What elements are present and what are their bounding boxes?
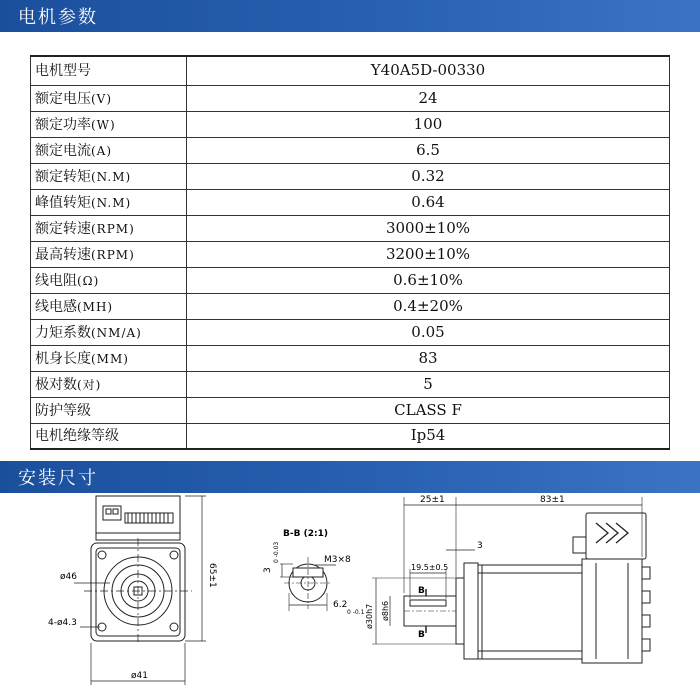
spec-row — [31, 345, 670, 371]
spec-name: 额定转速 — [35, 220, 91, 237]
spec-value: 5 — [187, 371, 670, 397]
dim-key-v-tol: 0 -0.03 — [273, 541, 280, 563]
spec-row — [31, 293, 670, 319]
spec-name: 电机型号 — [35, 63, 91, 80]
side-view — [372, 497, 650, 663]
dim-shaft-dia-label: ø8h6 — [381, 600, 390, 621]
spec-unit: (RPM) — [91, 247, 135, 262]
dim-height-label: 65±1 — [207, 563, 217, 588]
section-header-motor-params — [0, 0, 700, 32]
spec-value: 0.64 — [187, 189, 670, 215]
dim-shaft-label: 25±1 — [420, 495, 445, 505]
spec-name: 额定转矩 — [35, 168, 91, 185]
dim-width-label: ø41 — [131, 671, 148, 681]
spec-value: CLASS F — [187, 397, 670, 423]
dim-circle-label: ø46 — [60, 572, 77, 582]
spec-unit: (W) — [91, 117, 116, 132]
section-header-mounting-dims — [0, 461, 700, 493]
spec-value: 0.05 — [187, 319, 670, 345]
spec-value: 6.5 — [187, 137, 670, 163]
section-mark-top: B — [418, 586, 425, 596]
spec-row — [31, 319, 670, 345]
section-title-label: B-B (2:1) — [283, 529, 328, 539]
spec-table — [30, 55, 670, 450]
spec-row — [31, 215, 670, 241]
spec-row — [31, 241, 670, 267]
spec-name: 额定功率 — [35, 116, 91, 133]
spec-name-cell — [31, 85, 187, 111]
spec-value: 100 — [187, 111, 670, 137]
spec-unit: (NM/A) — [91, 325, 142, 340]
spec-unit: (RPM) — [91, 221, 135, 236]
spec-unit: (MH) — [77, 299, 114, 314]
thread-label: M3×8 — [324, 555, 351, 565]
section-title: 安装尺寸 — [18, 468, 98, 489]
section-view — [280, 557, 336, 611]
spec-name: 额定电压 — [35, 90, 91, 107]
spec-name-cell — [31, 137, 187, 163]
spec-name-cell — [31, 241, 187, 267]
spec-value: Ip54 — [187, 423, 670, 449]
spec-row — [31, 111, 670, 137]
motor-body — [478, 565, 582, 659]
spec-name-cell — [31, 56, 187, 85]
spec-name: 最高转速 — [35, 246, 91, 263]
spec-name: 机身长度 — [35, 350, 91, 367]
spec-unit: (V) — [91, 91, 113, 106]
spec-name: 防护等级 — [35, 402, 91, 419]
spec-name-cell — [31, 397, 187, 423]
spec-name-cell — [31, 189, 187, 215]
front-view — [74, 496, 206, 685]
spec-name: 力矩系数 — [35, 324, 91, 341]
spec-value: 0.6±10% — [187, 267, 670, 293]
spec-value: 0.32 — [187, 163, 670, 189]
spec-name-cell — [31, 111, 187, 137]
spec-unit: (Ω) — [77, 273, 100, 288]
spec-name-cell — [31, 215, 187, 241]
dim-key-v-label: 3 — [263, 567, 273, 573]
spec-name: 峰值转矩 — [35, 194, 91, 211]
dim-body-label: 83±1 — [540, 495, 565, 505]
spec-unit: (MM) — [91, 351, 129, 366]
dim-key-len-label: 19.5±0.5 — [411, 563, 449, 572]
spec-name-cell — [31, 267, 187, 293]
dim-flange-label: ø30h7 — [365, 603, 374, 629]
spec-value: 83 — [187, 345, 670, 371]
spec-row — [31, 137, 670, 163]
spec-unit: (N.M) — [91, 169, 132, 184]
dim-gap-label: 3 — [477, 541, 483, 551]
spec-name-cell — [31, 345, 187, 371]
spec-row — [31, 371, 670, 397]
spec-value: 0.4±20% — [187, 293, 670, 319]
dim-key-h-tol: 0 -0.1 — [347, 609, 365, 616]
dim-key-h-label: 6.2 — [333, 600, 348, 610]
section-mark-bottom: B — [418, 630, 425, 640]
spec-row — [31, 397, 670, 423]
spec-name-cell — [31, 293, 187, 319]
spec-row — [31, 423, 670, 449]
mounting-drawing — [0, 493, 700, 700]
spec-value: Y40A5D-00330 — [187, 56, 670, 85]
spec-name: 线电阻 — [35, 272, 77, 289]
spec-value: 3000±10% — [187, 215, 670, 241]
spec-name-cell — [31, 163, 187, 189]
spec-name-cell — [31, 371, 187, 397]
spec-name: 线电感 — [35, 298, 77, 315]
section-title: 电机参数 — [18, 7, 98, 28]
spec-name: 极对数 — [35, 376, 77, 393]
spec-row — [31, 85, 670, 111]
spec-unit: (A) — [91, 143, 113, 158]
spec-row — [31, 267, 670, 293]
spec-name: 额定电流 — [35, 142, 91, 159]
spec-value: 3200±10% — [187, 241, 670, 267]
spec-name-cell — [31, 423, 187, 449]
spec-row — [31, 56, 670, 85]
spec-name: 电机绝缘等级 — [35, 428, 119, 445]
spec-value: 24 — [187, 85, 670, 111]
dim-holes-label: 4-ø4.3 — [48, 618, 77, 628]
spec-unit: (对) — [77, 377, 102, 392]
spec-name-cell — [31, 319, 187, 345]
spec-row — [31, 189, 670, 215]
spec-row — [31, 163, 670, 189]
spec-unit: (N.M) — [91, 195, 132, 210]
